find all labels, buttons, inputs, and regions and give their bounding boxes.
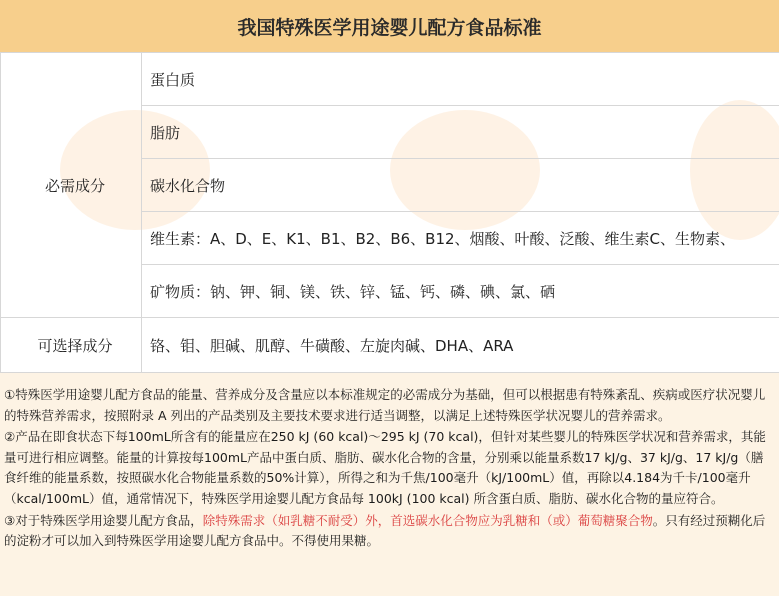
optional-category-cell: 可选择成分 [1,318,142,373]
footnote-3-prefix: ③对于特殊医学用途婴儿配方食品， [4,512,203,528]
title-bar [0,0,779,53]
footnote-1: ①特殊医学用途婴儿配方食品的能量、营养成分及含量应以本标准规定的必需成分为基础，但可以根据患有特殊紊乱、疾病或医疗状况婴儿的特殊营养需求，按照附录 A 列出的产品类别及主要技术要求进行适当调整，以满足上述特殊医学状况婴儿的营养需求。 [4,387,766,423]
required-item-minerals: 矿物质：钠、钾、铜、镁、铁、锌、锰、钙、磷、碘、氯、硒 [142,265,779,318]
page-title: 我国特殊医学用途婴儿配方食品标准 [237,16,542,39]
footnote-3 [4,511,773,552]
table-row [1,53,779,106]
table-row [1,318,779,373]
footnote-2: ②产品在即食状态下每100mL所含有的能量应在250 kJ (60 kcal)～295 kJ (70 kcal)，但针对某些婴儿的特殊医学状况和营养需求，其能量可进行相应调整。能量的计算按每100mL产品中蛋白质、脂肪、碳水化合物的含量，分别乘以能量系数17 kJ/g、37 kJ/g、17 kJ/g（膳食纤维的能量系数，按照碳水化合物能量系数的50%计算），所得之和为千焦/100毫升（kJ/100mL）值，再除以4.184为千卡/100毫升（kcal/100mL）值，通常情况下，特殊医学用途婴儿配方食品每 100kJ (100 kcal) 所含蛋白质、脂肪、碳水化合物的量应符合。 [4,429,766,506]
required-category-cell: 必需成分 [1,53,142,318]
ingredients-table [0,52,779,373]
optional-items-cell: 铬、钼、胆碱、肌醇、牛磺酸、左旋肉碱、DHA、ARA [142,318,779,373]
required-item-protein: 蛋白质 [142,53,779,106]
required-item-fat: 脂肪 [142,106,779,159]
footnotes-panel [0,373,779,596]
footnote-3-suffix: 。只有经过预糊化后的淀粉才可以加入到特殊医学用途婴儿配方食品中。不得使用果糖。 [4,512,766,549]
footnote-3-highlight: 除特殊需求（如乳糖不耐受）外，首选碳水化合物应为乳糖和（或）葡萄糖聚合物 [202,512,653,528]
required-item-carbohydrate: 碳水化合物 [142,159,779,212]
required-item-vitamins: 维生素：A、D、E、K1、B1、B2、B6、B12、烟酸、叶酸、泛酸、维生素C、生物素、 [142,212,779,265]
